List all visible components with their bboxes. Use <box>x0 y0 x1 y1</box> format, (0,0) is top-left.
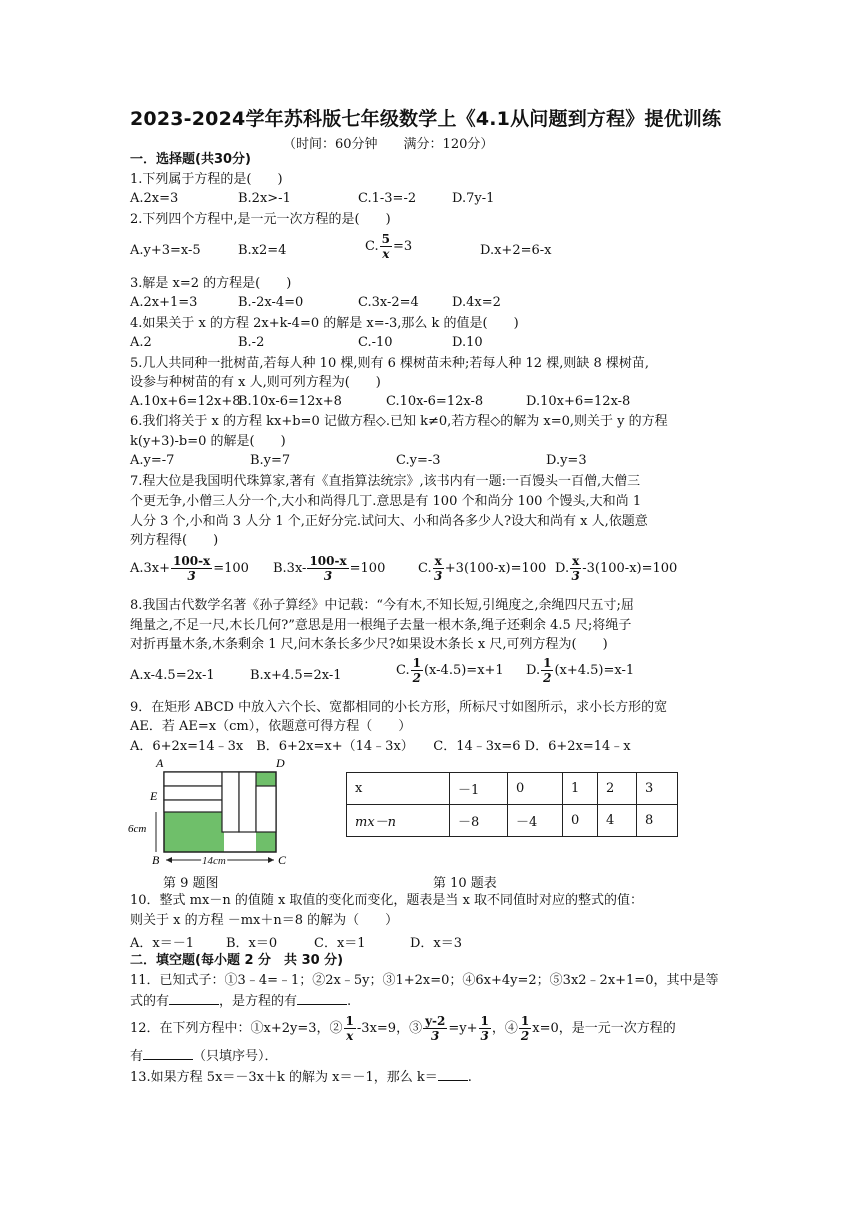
fraction: $\frac{1}{3}$ <box>480 1014 489 1043</box>
fig9-label-E: E <box>150 789 158 803</box>
table-10 <box>346 772 678 837</box>
figure-9-caption: 第 9 题图 <box>163 876 219 891</box>
fig9-shaded-bottom-right <box>256 832 276 852</box>
table-cell: 0 <box>508 773 563 805</box>
q3-option-b: B.-2x-4=0 <box>238 295 304 310</box>
fig9-small-rect-1 <box>164 772 222 786</box>
table-cell: 4 <box>598 805 637 837</box>
fig9-arrowhead-left <box>166 857 172 863</box>
fig9-label-B: B <box>152 853 160 867</box>
fig9-small-rect-5 <box>239 772 256 832</box>
section-heading-choice: 一．选择题(共30分) <box>130 152 251 167</box>
table-row <box>347 773 678 805</box>
q4-option-c: C.-10 <box>358 335 393 350</box>
exam-meta: （时间：60分钟 满分：120分） <box>283 137 494 152</box>
question-6-line2: k(y+3)-b=0 的解是( ) <box>130 434 286 449</box>
table-cell: 0 <box>563 805 598 837</box>
fraction: $\frac{1}{x}$ <box>345 1014 354 1043</box>
q5-option-a: A.10x+6=12x+8 <box>130 394 241 409</box>
fraction: $\frac{1}{2}$ <box>520 1014 530 1043</box>
q2-option-c: C. $\frac{5}{x}$ =3 <box>365 232 413 261</box>
question-8-line3: 对折再量木条,木条剩余 1 尺,问木条长多少尺?如果设木条长 x 尺,可列方程为( ) <box>130 637 608 652</box>
q4-option-a: A.2 <box>130 335 152 350</box>
question-8-line2: 绳量之,不足一尺,木长几何?”意思是用一根绳子去量一根木条,绳子还剩余 4.5 尺;将绳子 <box>130 618 632 633</box>
q8-option-d: D. $\frac{1}{2}$ (x+4.5)=x-1 <box>526 656 635 685</box>
question-13: 13.如果方程 5x＝－3x＋k 的解为 x＝－1，那么 k＝ . <box>130 1070 472 1085</box>
fig9-label-A: A <box>156 756 164 770</box>
q2-option-d: D.x+2=6-x <box>480 243 552 258</box>
fraction: $\frac{y-2}{3}$ <box>425 1014 446 1043</box>
question-11-line1: 11．已知式子：①3﹣4=﹣1；②2x﹣5y；③1+2x=0；④6x+4y=2；⑤3x2﹣2x+1=0，其中是等 <box>130 973 719 988</box>
answer-blank[interactable] <box>143 1047 193 1060</box>
fig9-height-label: 6cm <box>128 823 147 835</box>
answer-blank[interactable] <box>169 992 219 1005</box>
table-10-caption: 第 10 题表 <box>433 876 497 891</box>
answer-blank[interactable] <box>438 1068 468 1081</box>
table-cell: mx－n <box>347 805 450 837</box>
question-9-options: A．6+2x=14﹣3x B．6+2x=x+（14﹣3x） C．14﹣3x=6 D．6+2x=14﹣x <box>130 739 631 754</box>
fig9-small-rect-6 <box>256 786 276 832</box>
q1-option-c: C.1-3=-2 <box>358 191 417 206</box>
table-cell: 3 <box>637 773 678 805</box>
q7-option-d: D. $\frac{x}{3}$ -3(100-x)=100 <box>555 554 678 583</box>
q4-option-b: B.-2 <box>238 335 265 350</box>
fraction: $\frac{x}{3}$ <box>571 554 580 583</box>
fig9-label-D: D <box>276 756 285 770</box>
q10-option-d: D．x＝3 <box>410 936 463 951</box>
question-7-line2: 个更无争,小僧三人分一个,大小和尚得几丁.意思是有 100 个和尚分 100 个馒头,大和尚 1 <box>130 494 642 509</box>
fraction: $\frac{100-x}{3}$ <box>173 554 211 583</box>
table-row <box>347 805 678 837</box>
fraction: $\frac{1}{2}$ <box>543 656 552 685</box>
q8-option-a: A.x-4.5=2x-1 <box>130 668 215 683</box>
question-2-stem: 2.下列四个方程中,是一元一次方程的是( ) <box>130 212 391 227</box>
question-4-stem: 4.如果关于 x 的方程 2x+k-4=0 的解是 x=-3,那么 k 的值是( ) <box>130 316 519 331</box>
question-9-line2: AE．若 AE=x（cm），依题意可得方程（ ） <box>130 719 412 734</box>
q10-option-a: A．x＝－1 <box>130 936 194 951</box>
question-10-line2: 则关于 x 的方程 －mx＋n＝8 的解为（ ） <box>130 913 399 928</box>
fraction: $\frac{5}{x}$ <box>381 232 390 261</box>
q1-option-b: B.2x>-1 <box>238 191 291 206</box>
fig9-width-label: 14cm <box>202 855 226 867</box>
q6-option-d: D.y=3 <box>546 453 587 468</box>
q10-option-b: B．x＝0 <box>226 936 278 951</box>
table-cell: －1 <box>450 773 508 805</box>
question-6-line1: 6.我们将关于 x 的方程 kx+b=0 记做方程◇.已知 k≠0,若方程◇的解为 x=0,则关于 y 的方程 <box>130 414 668 429</box>
fraction: $\frac{100-x}{3}$ <box>309 554 347 583</box>
q5-option-c: C.10x-6=12x-8 <box>386 394 484 409</box>
question-7-line3: 人分 3 个,小和尚 3 人分 1 个,正好分完.试问大、小和尚各多少人?设大和尚有 x 人,依题意 <box>130 514 648 529</box>
table-cell: 2 <box>598 773 637 805</box>
fig9-small-rect-3 <box>164 800 222 812</box>
q3-option-d: D.4x=2 <box>452 295 501 310</box>
q1-option-a: A.2x=3 <box>130 191 179 206</box>
fig9-small-rect-4 <box>222 772 239 832</box>
table-cell: x <box>347 773 450 805</box>
answer-blank[interactable] <box>297 992 347 1005</box>
figure-9-rectangle-diagram <box>126 752 296 870</box>
q7-option-a: A.3x+ $\frac{100-x}{3}$ =100 <box>130 554 249 583</box>
q6-option-b: B.y=7 <box>250 453 291 468</box>
q4-option-d: D.10 <box>452 335 483 350</box>
fraction: $\frac{x}{3}$ <box>434 554 443 583</box>
question-12-line1: 12．在下列方程中：①x+2y=3，② $\frac{1}{x}$ -3x=9，③ $\frac{y-2}{3}$ =y+ $\frac{1}{3}$ ，④ $\frac{1}{2}$ x=0，是一元一次方程的 <box>130 1014 676 1043</box>
q10-option-c: C．x＝1 <box>314 936 366 951</box>
fig9-shaded-top-right <box>256 772 276 786</box>
q2-option-a: A.y+3=x-5 <box>130 243 201 258</box>
question-5-line1: 5.几人共同种一批树苗,若每人种 10 棵,则有 6 棵树苗未种;若每人种 12 棵,则缺 8 棵树苗, <box>130 356 649 371</box>
question-11-line2: 式的有 ，是方程的有 . <box>130 994 352 1009</box>
q8-option-c: C. $\frac{1}{2}$ (x-4.5)=x+1 <box>396 656 504 685</box>
q3-option-c: C.3x-2=4 <box>358 295 419 310</box>
fraction: $\frac{1}{2}$ <box>412 656 421 685</box>
q3-option-a: A.2x+1=3 <box>130 295 198 310</box>
page-title: 2023-2024学年苏科版七年级数学上《4.1从问题到方程》提优训练 <box>130 108 722 130</box>
q7-option-c: C. $\frac{x}{3}$ +3(100-x)=100 <box>418 554 547 583</box>
question-7-line1: 7.程大位是我国明代珠算家,著有《直指算法统宗》,该书内有一题:一百馒头一百僧,大僧三 <box>130 474 641 489</box>
fig9-shaded-bottom-left <box>164 812 224 852</box>
q2-option-b: B.x2=4 <box>238 243 287 258</box>
table-cell: 8 <box>637 805 678 837</box>
table-cell: 1 <box>563 773 598 805</box>
question-3-stem: 3.解是 x=2 的方程是( ) <box>130 276 292 291</box>
q6-option-c: C.y=-3 <box>396 453 441 468</box>
question-9-line1: 9．在矩形 ABCD 中放入六个长、宽都相同的小长方形，所标尺寸如图所示，求小长方形的宽 <box>130 700 668 715</box>
question-10-line1: 10．整式 mx－n 的值随 x 取值的变化而变化，题表是当 x 取不同值时对应的整式的值： <box>130 893 644 908</box>
question-12-line2: 有 （只填序号）． <box>130 1049 278 1064</box>
fig9-small-rect-2 <box>164 786 222 800</box>
q1-option-d: D.7y-1 <box>452 191 495 206</box>
q6-option-a: A.y=-7 <box>130 453 175 468</box>
question-7-line4: 列方程得( ) <box>130 533 219 548</box>
question-8-line1: 8.我国古代数学名著《孙子算经》中记载：“今有木,不知长短,引绳度之,余绳四尺五寸;屈 <box>130 598 634 613</box>
table-cell: －4 <box>508 805 563 837</box>
q8-option-b: B.x+4.5=2x-1 <box>250 668 342 683</box>
q5-option-d: D.10x+6=12x-8 <box>526 394 631 409</box>
q5-option-b: B.10x-6=12x+8 <box>238 394 342 409</box>
q7-option-b: B.3x- $\frac{100-x}{3}$ =100 <box>273 554 386 583</box>
table-cell: －8 <box>450 805 508 837</box>
section-heading-fill: 二．填空题(每小题 2 分 共 30 分) <box>130 953 344 968</box>
question-1-stem: 1.下列属于方程的是( ) <box>130 172 283 187</box>
fig9-arrowhead-right <box>268 857 274 863</box>
question-5-line2: 设参与种树苗的有 x 人,则可列方程为( ) <box>130 375 381 390</box>
fig9-label-C: C <box>278 853 287 867</box>
